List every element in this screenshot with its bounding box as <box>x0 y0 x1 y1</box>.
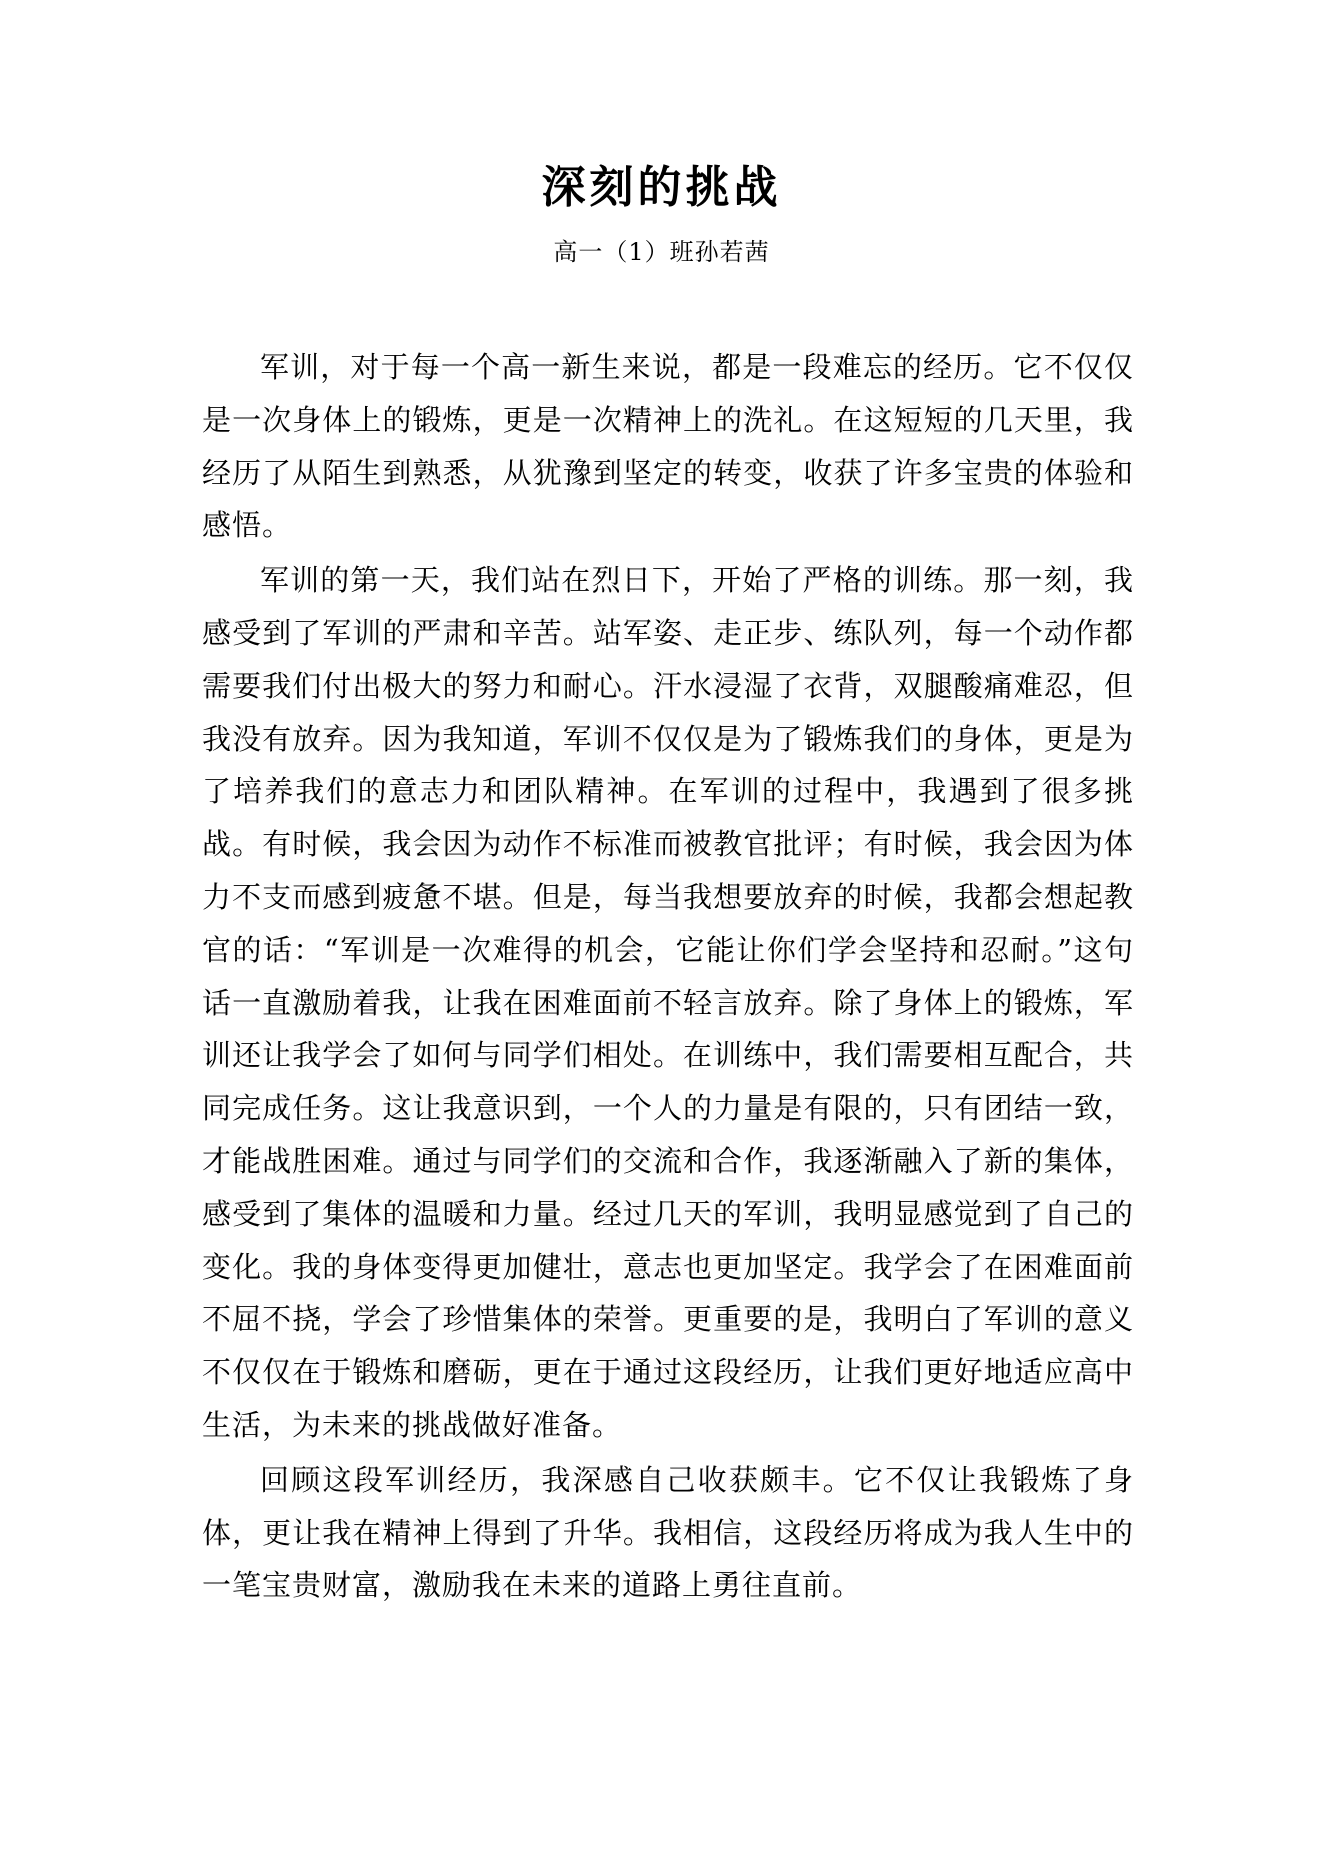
author-byline: 高一（1）班孙若茜 <box>553 238 770 266</box>
paragraph-3: 回顾这段军训经历，我深感自己收获颇丰。它不仅让我锻炼了身体，更让我在精神上得到了升华。我相信，这段经历将成为我人生中的一笔宝贵财富，激励我在未来的道路上勇往直前。 <box>202 1462 1134 1603</box>
paragraph-2: 军训的第一天，我们站在烈日下，开始了严格的训练。那一刻，我感受到了军训的严肃和辛苦。站军姿、走正步、练队列，每一个动作都需要我们付出极大的努力和耐心。汗水浸湿了衣背，双腿酸痛难忍，但我没有放弃。因为我知道，军训不仅仅是为了锻炼我们的身体，更是为了培养我们的意志力和团队精神。在军训的过程中，我遇到了很多挑战。有时候，我会因为动作不标准而被教官批评；有时候，我会因为体力不支而感到疲惫不堪。但是，每当我想要放弃的时候，我都会想起教官的话：“军训是一次难得的机会，它能让你们学会坚持和忍耐。”这句话一直激励着我，让我在困难面前不轻言放弃。除了身体上的锻炼，军训还让我学会了如何与同学们相处。在训练中，我们需要相互配合，共同完成任务。这让我意识到，一个人的力量是有限的，只有团结一致，才能战胜困难。通过与同学们的交流和合作，我逐渐融入了新的集体，感受到了集体的温暖和力量。经过几天的军训，我明显感觉到了自己的变化。我的身体变得更加健壮，意志也更加坚定。我学会了在困难面前不屈不挠，学会了珍惜集体的荣誉。更重要的是，我明白了军训的意义不仅仅在于锻炼和磨砺，更在于通过这段经历，让我们更好地适应高中生活，为未来的挑战做好准备。 <box>202 563 1134 1442</box>
document-title: 深刻的挑战 <box>541 162 782 213</box>
document-body <box>202 341 1134 1614</box>
paragraph-1: 军训，对于每一个高一新生来说，都是一段难忘的经历。它不仅仅是一次身体上的锻炼，更是一次精神上的洗礼。在这短短的几天里，我经历了从陌生到熟悉，从犹豫到坚定的转变，收获了许多宝贵的体验和感悟。 <box>202 350 1134 543</box>
